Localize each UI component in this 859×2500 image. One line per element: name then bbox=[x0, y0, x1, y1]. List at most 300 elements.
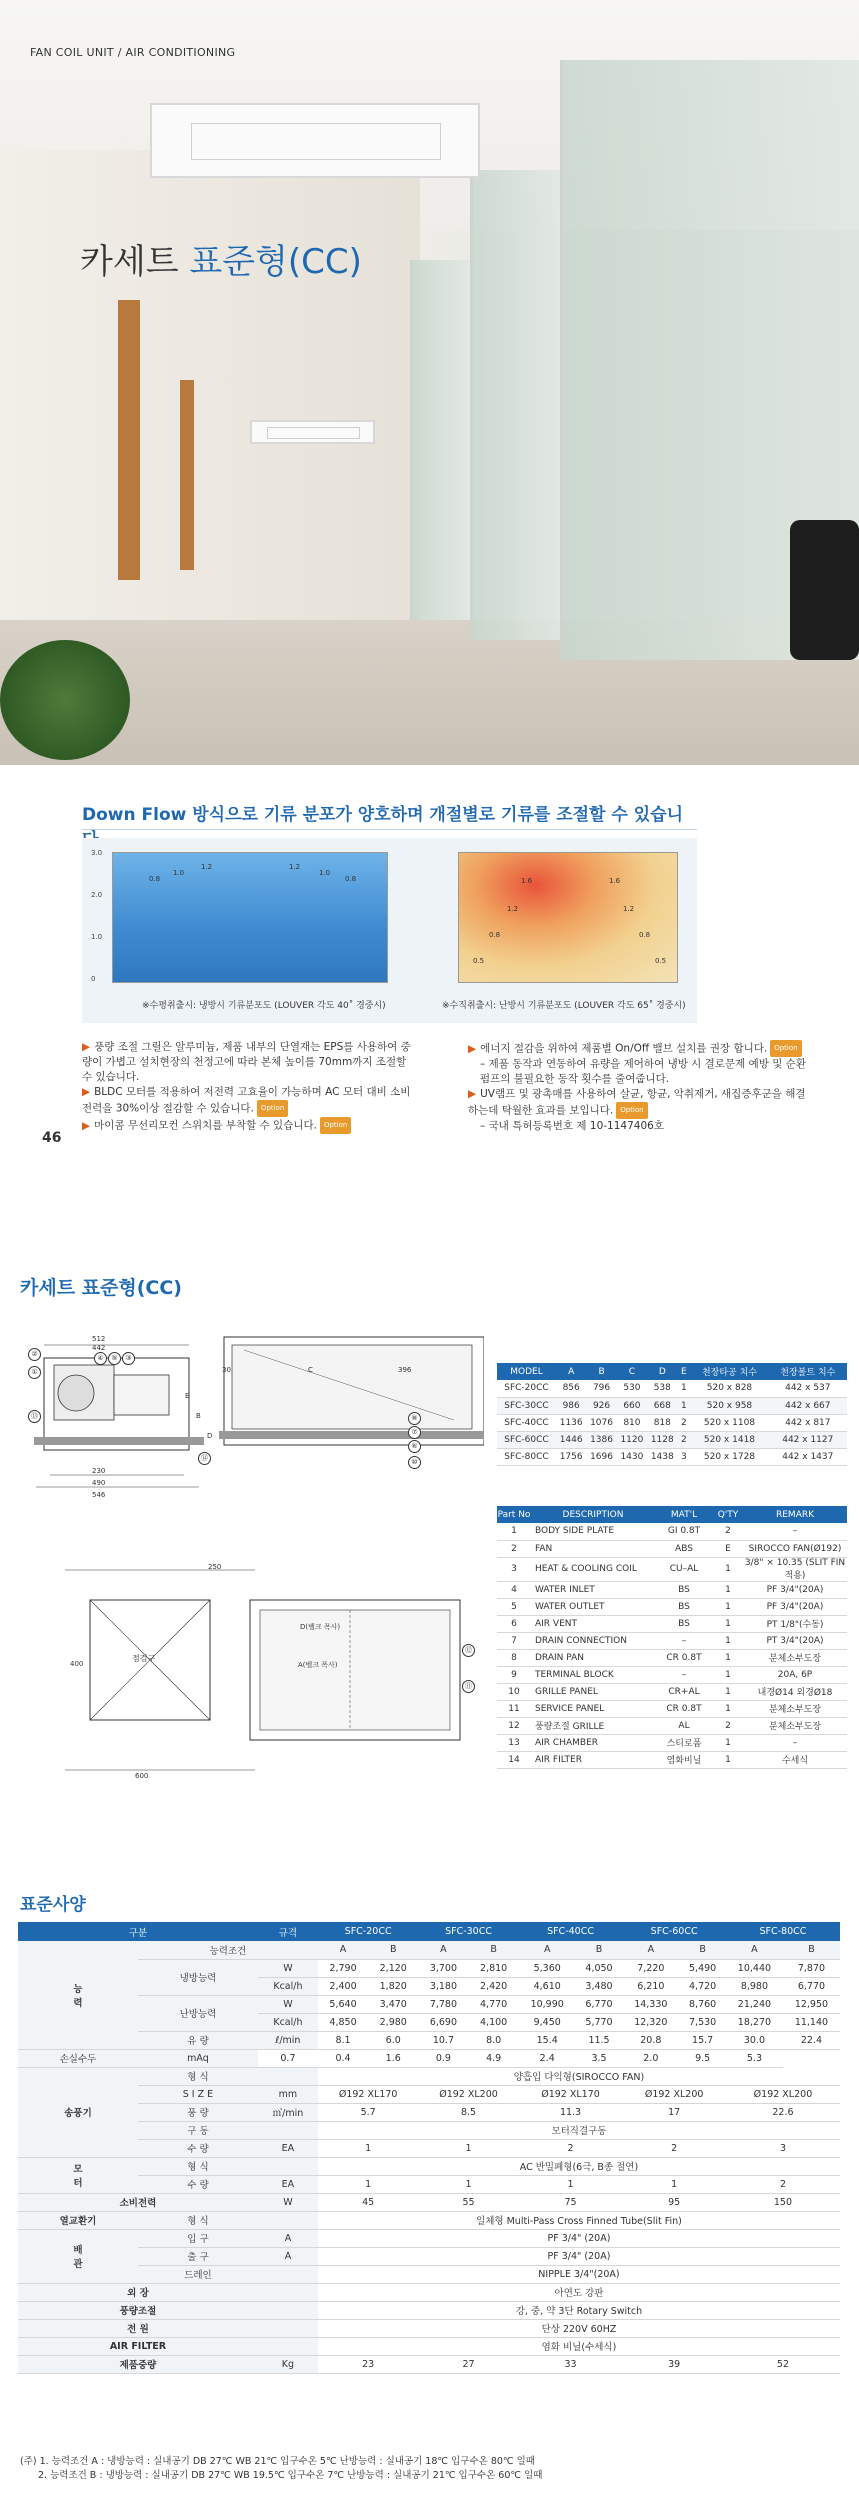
table-cell: – bbox=[655, 1666, 713, 1683]
table-row bbox=[18, 2139, 840, 2157]
hero-door bbox=[180, 380, 194, 570]
table-cell: 1120 bbox=[617, 1431, 647, 1448]
col-header: REMARK bbox=[743, 1506, 847, 1523]
table-cell: 6,770 bbox=[576, 1995, 623, 2013]
table-cell: 1 bbox=[677, 1380, 690, 1397]
option-badge: Option bbox=[257, 1100, 288, 1117]
table-cell: SERVICE PANEL bbox=[531, 1700, 655, 1717]
table-cell bbox=[258, 2211, 318, 2229]
table-cell: Ø192 XL200 bbox=[726, 2085, 840, 2103]
table-row bbox=[18, 2319, 840, 2337]
table-cell: 33 bbox=[519, 2355, 623, 2373]
col-header: SFC-60CC bbox=[622, 1922, 726, 1941]
bullet-item: ▶ BLDC 모터를 적용하여 저전력 고효율이 가능하며 AC 모터 대비 소비전력을 30%이상 절감할 수 있습니다. Option bbox=[82, 1085, 412, 1117]
table-row bbox=[18, 2175, 840, 2193]
table-cell: 4,610 bbox=[519, 1977, 576, 1995]
col-header: DESCRIPTION bbox=[531, 1506, 655, 1523]
table-cell: Kcal/h bbox=[258, 1977, 318, 1995]
table-cell: 23 bbox=[318, 2355, 418, 2373]
col-header: 천장볼트 치수 bbox=[769, 1363, 847, 1380]
table-cell: Ø192 XL200 bbox=[622, 2085, 726, 2103]
table-cell: 5 bbox=[497, 1598, 531, 1615]
col-header: MODEL bbox=[497, 1363, 556, 1380]
table-cell: 21,240 bbox=[726, 1995, 783, 2013]
table-row bbox=[18, 2067, 840, 2085]
bullet-triangle-icon: ▶ bbox=[468, 1088, 477, 1100]
table-cell: Ø192 XL170 bbox=[318, 2085, 418, 2103]
callout-marker: ⑤ bbox=[108, 1352, 121, 1365]
table-cell: 3.5 bbox=[576, 2049, 623, 2067]
table-cell: 형 식 bbox=[138, 2067, 258, 2085]
col-header: Part No bbox=[497, 1506, 531, 1523]
table-cell: W bbox=[258, 1959, 318, 1977]
table-cell: 6 bbox=[497, 1615, 531, 1632]
table-cell: 9 bbox=[497, 1666, 531, 1683]
table-cell: 0.4 bbox=[318, 2049, 368, 2067]
contour-label: 1.0 bbox=[173, 869, 185, 877]
dim-label: 396 bbox=[398, 1366, 412, 1374]
col-header: SFC-40CC bbox=[519, 1922, 623, 1941]
brand-label: FAN COIL UNIT / AIR CONDITIONING bbox=[30, 46, 236, 59]
table-cell: GI 0.8T bbox=[655, 1523, 713, 1540]
table-cell: 1 bbox=[713, 1751, 743, 1768]
dim-label: D(벨크 폭사) bbox=[300, 1623, 341, 1631]
title-plain: 카세트 bbox=[80, 242, 179, 282]
table-cell: 30.0 bbox=[726, 2031, 783, 2049]
table-row bbox=[18, 2085, 840, 2103]
table-cell: 520 x 1728 bbox=[690, 1448, 768, 1465]
contour-label: 1.6 bbox=[609, 877, 621, 885]
dim-label: 30 bbox=[222, 1366, 231, 1374]
table-cell: A bbox=[622, 1941, 679, 1959]
spec-table bbox=[18, 1922, 840, 2374]
table-cell: 분체소부도장 bbox=[743, 1700, 847, 1717]
table-cell: 3 bbox=[677, 1448, 690, 1465]
callout-marker: ⑦ bbox=[408, 1426, 421, 1439]
contour-label: 1.6 bbox=[521, 877, 533, 885]
table-cell: 단상 220V 60HZ bbox=[318, 2319, 840, 2337]
table-cell: 1446 bbox=[556, 1431, 586, 1448]
table-cell: 530 bbox=[617, 1380, 647, 1397]
table-cell: 구 동 bbox=[138, 2121, 258, 2139]
table-cell: 818 bbox=[647, 1414, 677, 1431]
table-cell: mm bbox=[258, 2085, 318, 2103]
table-cell: 5,640 bbox=[318, 1995, 368, 2013]
bullet-item: ▶ 풍량 조절 그릴은 알루미늄, 제품 내부의 단열재는 EPS를 사용하여 중량이 가볍고 설치현장의 천정고에 따라 본체 높이를 70mm까지 조절할 수 있습니다. bbox=[82, 1041, 411, 1083]
table-cell: 풍 량 bbox=[138, 2103, 258, 2121]
table-cell: 2 bbox=[622, 2139, 726, 2157]
table-cell: 6,690 bbox=[418, 2013, 468, 2031]
table-cell: 일체형 Multi-Pass Cross Finned Tube(Slit Fin) bbox=[318, 2211, 840, 2229]
table-row bbox=[497, 1540, 847, 1557]
table-cell: PF 3/4"(20A) bbox=[743, 1598, 847, 1615]
contour-label: 0.8 bbox=[639, 931, 651, 939]
table-cell: 1 bbox=[713, 1666, 743, 1683]
axis-tick: 1.0 bbox=[91, 933, 103, 941]
table-cell: 1 bbox=[713, 1700, 743, 1717]
hero-glass-wall bbox=[410, 260, 470, 620]
table-cell: 능 력 bbox=[18, 1941, 138, 2049]
table-cell: 염화비닐 bbox=[655, 1751, 713, 1768]
callout-marker: ⑪ bbox=[462, 1680, 475, 1693]
table-cell: 1 bbox=[713, 1557, 743, 1581]
hero-plant bbox=[0, 640, 130, 760]
table-cell: 7,530 bbox=[679, 2013, 726, 2031]
table-cell: PF 3/4" (20A) bbox=[318, 2247, 840, 2265]
table-cell: A bbox=[318, 1941, 368, 1959]
table-cell: 4.9 bbox=[469, 2049, 519, 2067]
table-cell: 520 x 1108 bbox=[690, 1414, 768, 1431]
cassette-unit bbox=[150, 103, 480, 178]
table-cell: 1128 bbox=[647, 1431, 677, 1448]
table-row bbox=[497, 1666, 847, 1683]
table-row bbox=[497, 1717, 847, 1734]
table-cell: 17 bbox=[622, 2103, 726, 2121]
table-cell: 1 bbox=[713, 1683, 743, 1700]
table-cell: 3/8" × 10.35 (SLIT FIN 적용) bbox=[744, 1557, 846, 1581]
table-cell: 1 bbox=[418, 2175, 518, 2193]
table-cell bbox=[258, 2265, 318, 2283]
table-cell bbox=[258, 2319, 318, 2337]
table-cell: 2,120 bbox=[368, 1959, 418, 1977]
table-cell: 6,210 bbox=[622, 1977, 679, 1995]
table-cell: 11,140 bbox=[783, 2013, 840, 2031]
table-cell: 18,270 bbox=[726, 2013, 783, 2031]
feature-bullets-right bbox=[468, 1040, 813, 1134]
table-cell: FAN bbox=[531, 1540, 655, 1557]
table-cell: 0.9 bbox=[418, 2049, 468, 2067]
table-cell: 95 bbox=[622, 2193, 726, 2211]
table-cell: 2,790 bbox=[318, 1959, 368, 1977]
table-row bbox=[18, 2247, 840, 2265]
table-cell: 27 bbox=[418, 2355, 518, 2373]
table-cell: 6.0 bbox=[368, 2031, 418, 2049]
table-cell: 20A, 6P bbox=[743, 1666, 847, 1683]
table-cell: 39 bbox=[622, 2355, 726, 2373]
table-cell: 1,820 bbox=[368, 1977, 418, 1995]
callout-marker: ⑧ bbox=[408, 1412, 421, 1425]
table-cell: 전 원 bbox=[18, 2319, 258, 2337]
table-row bbox=[18, 2103, 840, 2121]
col-header: SFC-30CC bbox=[418, 1922, 518, 1941]
table-cell: 2 bbox=[726, 2175, 840, 2193]
table-cell: 분체소부도장 bbox=[743, 1717, 847, 1734]
table-cell: WATER INLET bbox=[531, 1581, 655, 1598]
table-cell: 4 bbox=[497, 1581, 531, 1598]
table-cell: 10 bbox=[497, 1683, 531, 1700]
dim-label: 250 bbox=[208, 1563, 222, 1571]
table-cell: PT 1/8"(수동) bbox=[743, 1615, 847, 1632]
heating-caption: ※수직취출시: 난방시 기류분포도 (LOUVER 각도 65˚ 경중시) bbox=[442, 1001, 686, 1011]
dim-label: 546 bbox=[92, 1491, 106, 1499]
table-cell: BS bbox=[655, 1615, 713, 1632]
contour-label: 0.5 bbox=[473, 957, 485, 965]
table-cell: 8 bbox=[497, 1649, 531, 1666]
service-port-label: 점검구 bbox=[132, 1654, 156, 1663]
table-cell: SFC-20CC bbox=[497, 1380, 556, 1397]
dim-label: 512 bbox=[92, 1335, 106, 1343]
table-row bbox=[497, 1523, 847, 1540]
page-title bbox=[80, 234, 362, 283]
note-line: 2. 능력조건 B : 냉방능력 : 실내공기 DB 27℃ WB 19.5℃ 입구수온 7℃ 난방능력 : 실내공기 21℃ 입구수온 60℃ 일때 bbox=[38, 2470, 543, 2481]
table-cell: PF 3/4"(20A) bbox=[743, 1581, 847, 1598]
table-cell bbox=[258, 2121, 318, 2139]
table-cell: 입 구 bbox=[138, 2229, 258, 2247]
table-cell: 2,420 bbox=[469, 1977, 519, 1995]
table-cell: 8,760 bbox=[679, 1995, 726, 2013]
table-cell: 810 bbox=[617, 1414, 647, 1431]
table-cell: PF 3/4" (20A) bbox=[318, 2229, 840, 2247]
table-cell: 유 량 bbox=[138, 2031, 258, 2049]
table-cell: NIPPLE 3/4"(20A) bbox=[318, 2265, 840, 2283]
table-cell: – bbox=[743, 1523, 847, 1540]
table-cell: E bbox=[713, 1540, 743, 1557]
table-cell: 2 bbox=[497, 1540, 531, 1557]
table-row bbox=[18, 2193, 840, 2211]
table-cell: 1 bbox=[318, 2139, 418, 2157]
option-badge: Option bbox=[770, 1040, 801, 1057]
axis-tick: 0 bbox=[91, 975, 96, 983]
callout-marker: ⑥ bbox=[408, 1440, 421, 1453]
table-cell: A bbox=[258, 2247, 318, 2265]
table-cell: 10,990 bbox=[519, 1995, 576, 2013]
dim-label: C bbox=[308, 1366, 313, 1374]
table-cell: 12,950 bbox=[783, 1995, 840, 2013]
table-cell: 12 bbox=[497, 1717, 531, 1734]
axis-tick: 2.0 bbox=[91, 891, 103, 899]
table-row bbox=[497, 1581, 847, 1598]
dim-label: D bbox=[207, 1432, 213, 1440]
table-cell: – bbox=[655, 1632, 713, 1649]
table-cell: 7 bbox=[497, 1632, 531, 1649]
table-cell bbox=[258, 2067, 318, 2085]
table-cell: 소비전력 bbox=[18, 2193, 258, 2211]
table-row bbox=[497, 1734, 847, 1751]
table-cell: AL bbox=[655, 1717, 713, 1734]
table-cell: AIR CHAMBER bbox=[531, 1734, 655, 1751]
option-badge: Option bbox=[320, 1117, 351, 1134]
dim-label: 600 bbox=[135, 1772, 149, 1780]
table-cell: 1 bbox=[677, 1397, 690, 1414]
hero-wall bbox=[0, 150, 420, 630]
contour-label: 1.2 bbox=[289, 863, 301, 871]
table-cell: 9,450 bbox=[519, 2013, 576, 2031]
table-cell: 외 장 bbox=[18, 2283, 258, 2301]
unit-plan-drawing bbox=[60, 1560, 480, 1780]
table-cell: CR+AL bbox=[655, 1683, 713, 1700]
table-row bbox=[18, 2283, 840, 2301]
table-cell: 수세식 bbox=[743, 1751, 847, 1768]
table-cell: 668 bbox=[647, 1397, 677, 1414]
table-cell: 1 bbox=[318, 2175, 418, 2193]
table-cell: 14 bbox=[497, 1751, 531, 1768]
table-cell: CR 0.8T bbox=[655, 1700, 713, 1717]
table-cell: 12,320 bbox=[622, 2013, 679, 2031]
table-cell: 11.3 bbox=[519, 2103, 623, 2121]
table-cell: 아연도 강판 bbox=[318, 2283, 840, 2301]
table-cell: SFC-30CC bbox=[497, 1397, 556, 1414]
table-header-row bbox=[497, 1506, 847, 1523]
table-row bbox=[497, 1751, 847, 1768]
table-cell: 능력조건 bbox=[138, 1941, 318, 1959]
bullet-item: ▶ 에너지 절감을 위하여 제품별 On/Off 밸브 설치를 권장 합니다. Option bbox=[468, 1040, 813, 1057]
table-cell: 15.7 bbox=[679, 2031, 726, 2049]
table-cell: HEAT & COOLING COIL bbox=[531, 1557, 655, 1581]
table-cell: 8.1 bbox=[318, 2031, 368, 2049]
col-header: B bbox=[586, 1363, 616, 1380]
table-cell: 986 bbox=[556, 1397, 586, 1414]
table-cell: 442 x 817 bbox=[769, 1414, 847, 1431]
table-cell: 8.5 bbox=[418, 2103, 518, 2121]
table-cell: 538 bbox=[647, 1380, 677, 1397]
table-cell: GRILLE PANEL bbox=[531, 1683, 655, 1700]
table-cell bbox=[258, 2301, 318, 2319]
table-cell: 1756 bbox=[556, 1448, 586, 1465]
table-cell: 난방능력 bbox=[138, 1995, 258, 2031]
table-cell: A bbox=[418, 1941, 468, 1959]
table-cell: B bbox=[576, 1941, 623, 1959]
table-cell: 520 x 1418 bbox=[690, 1431, 768, 1448]
table-cell: 520 x 958 bbox=[690, 1397, 768, 1414]
table-cell: B bbox=[783, 1941, 840, 1959]
bullet-item: ▶ UV램프 및 광촉매를 사용하여 살균, 항균, 악취제거, 새집증후군을 해결하는데 탁월한 효과를 보입니다. Option bbox=[468, 1087, 813, 1119]
table-cell: 5,360 bbox=[519, 1959, 576, 1977]
table-row bbox=[497, 1431, 847, 1448]
table-cell: 856 bbox=[556, 1380, 586, 1397]
table-cell: 52 bbox=[726, 2355, 840, 2373]
hero-door bbox=[118, 300, 140, 580]
table-cell: 75 bbox=[519, 2193, 623, 2211]
table-cell: 형 식 bbox=[138, 2211, 258, 2229]
table-cell: 내경Ø14 외경Ø18 bbox=[743, 1683, 847, 1700]
col-header: E bbox=[677, 1363, 690, 1380]
table-cell: 8.0 bbox=[469, 2031, 519, 2049]
table-cell: AIR FILTER bbox=[531, 1751, 655, 1768]
table-cell: EA bbox=[258, 2139, 318, 2157]
dim-label: 442 bbox=[92, 1344, 106, 1352]
table-cell: W bbox=[258, 1995, 318, 2013]
table-cell: 4,720 bbox=[679, 1977, 726, 1995]
table-cell: 442 x 1127 bbox=[769, 1431, 847, 1448]
table-cell: 5.7 bbox=[318, 2103, 418, 2121]
dim-label: 490 bbox=[92, 1479, 106, 1487]
table-cell: SFC-40CC bbox=[497, 1414, 556, 1431]
col-header: MAT'L bbox=[655, 1506, 713, 1523]
table-cell: 926 bbox=[586, 1397, 616, 1414]
bullet-subitem: – 국내 특허등록번호 제 10-1147406호 bbox=[480, 1120, 664, 1132]
table-row bbox=[18, 2031, 840, 2049]
table-row bbox=[18, 2265, 840, 2283]
table-cell: 1 bbox=[713, 1649, 743, 1666]
table-cell: 1386 bbox=[586, 1431, 616, 1448]
table-cell: 14,330 bbox=[622, 1995, 679, 2013]
table-cell: 4,050 bbox=[576, 1959, 623, 1977]
table-cell: 10.7 bbox=[418, 2031, 468, 2049]
table-cell: 1 bbox=[713, 1598, 743, 1615]
table-cell: 2 bbox=[677, 1414, 690, 1431]
callout-marker: ⑫ bbox=[462, 1644, 475, 1657]
table-cell bbox=[258, 2283, 318, 2301]
dim-label: 400 bbox=[70, 1660, 84, 1668]
table-cell: 660 bbox=[617, 1397, 647, 1414]
table-cell: 1 bbox=[418, 2139, 518, 2157]
table-header-row bbox=[497, 1363, 847, 1380]
col-header: D bbox=[647, 1363, 677, 1380]
table-cell: 3,180 bbox=[418, 1977, 468, 1995]
hero-chair bbox=[790, 520, 859, 660]
contour-label: 1.2 bbox=[507, 905, 519, 913]
table-cell: 5.3 bbox=[726, 2049, 783, 2067]
table-cell: 1430 bbox=[617, 1448, 647, 1465]
table-cell: AIR FILTER bbox=[18, 2337, 258, 2355]
table-header-row bbox=[18, 1922, 840, 1941]
col-header: 천장타공 치수 bbox=[690, 1363, 768, 1380]
table-cell: 6,770 bbox=[783, 1977, 840, 1995]
table-cell: 1 bbox=[713, 1734, 743, 1751]
table-cell: B bbox=[368, 1941, 418, 1959]
table-cell: SFC-80CC bbox=[497, 1448, 556, 1465]
table-row bbox=[497, 1380, 847, 1397]
table-cell: CU–AL bbox=[655, 1557, 713, 1581]
table-cell: 2.4 bbox=[519, 2049, 576, 2067]
table-cell: 5,770 bbox=[576, 2013, 623, 2031]
spec-title: 표준사양 bbox=[20, 1895, 86, 1915]
callout-marker: ⑭ bbox=[198, 1452, 211, 1465]
table-cell: B bbox=[469, 1941, 519, 1959]
table-cell: 442 x 667 bbox=[769, 1397, 847, 1414]
spec-notes bbox=[20, 2455, 542, 2483]
table-row bbox=[18, 2301, 840, 2319]
table-cell: DRAIN PAN bbox=[531, 1649, 655, 1666]
table-cell: 드레인 bbox=[138, 2265, 258, 2283]
dim-label: 230 bbox=[92, 1467, 106, 1475]
table-cell: 2.0 bbox=[622, 2049, 679, 2067]
table-cell: BODY SIDE PLATE bbox=[531, 1523, 655, 1540]
table-cell: 풍량조절 GRILLE bbox=[531, 1717, 655, 1734]
table-cell: ABS bbox=[655, 1540, 713, 1557]
table-row bbox=[18, 2157, 840, 2175]
table-cell: 풍량조절 bbox=[18, 2301, 258, 2319]
model-dimension-table bbox=[497, 1363, 847, 1466]
table-cell: 1076 bbox=[586, 1414, 616, 1431]
table-cell: 손실수두 bbox=[18, 2049, 138, 2067]
table-row bbox=[18, 2355, 840, 2373]
cooling-airflow-chart bbox=[91, 849, 388, 983]
table-row bbox=[18, 2121, 840, 2139]
page-number: 46 bbox=[42, 1130, 62, 1146]
table-cell: 5,490 bbox=[679, 1959, 726, 1977]
callout-marker: ④ bbox=[94, 1352, 107, 1365]
col-header: A bbox=[556, 1363, 586, 1380]
table-cell: PT 3/4"(20A) bbox=[743, 1632, 847, 1649]
table-cell: AC 반밀폐형(6극, B종 절연) bbox=[318, 2157, 840, 2175]
table-row bbox=[497, 1397, 847, 1414]
callout-marker: ① bbox=[28, 1366, 41, 1379]
table-cell: 11 bbox=[497, 1700, 531, 1717]
col-header: 규격 bbox=[258, 1922, 318, 1941]
table-cell: ℓ/min bbox=[258, 2031, 318, 2049]
note-line: (주) 1. 능력조건 A : 냉방능력 : 실내공기 DB 27℃ WB 21℃ 입구수온 5℃ 난방능력 : 실내공기 18℃ 입구수온 80℃ 일때 bbox=[20, 2456, 535, 2467]
contour-label: 0.8 bbox=[149, 875, 161, 883]
table-cell: B bbox=[679, 1941, 726, 1959]
option-badge: Option bbox=[616, 1102, 647, 1119]
table-cell: 1 bbox=[519, 2175, 623, 2193]
table-cell: 형 식 bbox=[138, 2157, 258, 2175]
table-cell: Ø192 XL170 bbox=[519, 2085, 623, 2103]
table-row bbox=[497, 1632, 847, 1649]
table-cell: 1 bbox=[497, 1523, 531, 1540]
table-cell: BS bbox=[655, 1581, 713, 1598]
